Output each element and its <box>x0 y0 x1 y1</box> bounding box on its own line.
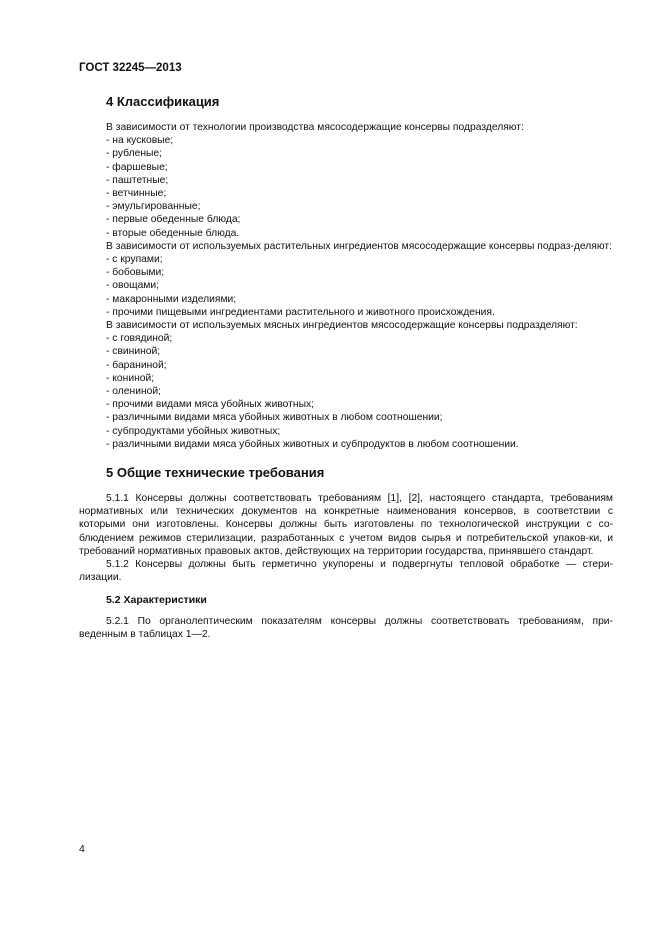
list-item: - первые обеденные блюда; <box>106 214 241 226</box>
section-gap <box>79 451 613 465</box>
list-item: - различными видами мяса убойных животных и субпродуктов в любом соотношении. <box>106 438 519 450</box>
list-item: - вторые обеденные блюда. <box>106 227 240 239</box>
veg-list <box>79 253 613 319</box>
section-5-title: 5 Общие технические требования <box>106 465 325 481</box>
list-item: - субпродуктами убойных животных; <box>106 425 281 437</box>
list-item: - прочими видами мяса убойных животных; <box>106 399 314 411</box>
paragraph-5-2-1: 5.2.1 По органолептическим показателям консервы должны соответствовать требованиям, при-веденным в таблицах 1—2. <box>79 615 613 640</box>
paragraph-5-1-2: 5.1.2 Консервы должны быть герметично укупорены и подвергнуты тепловой обработке — стери-лизации. <box>79 559 613 584</box>
list-item: - олениной; <box>106 386 161 398</box>
page-number: 4 <box>79 843 85 855</box>
meat-list <box>79 332 613 451</box>
list-item: - эмульгированные; <box>106 201 201 213</box>
paragraph-5-1-1: 5.1.1 Консервы должны соответствовать требованиям [1], [2], настоящего стандарта, требованиям нормативных или технических документов на конкретные наименования консервов, в соответствии с которыми они изготовлены. Консервы должны быть изготовлены по технологической инструкции с со-блюдением режимов стерилизации, разработанных с учетом видов сырья и потребительской упаков-ки, и требований нормативных правовых актов, действующих на территории государства, принявшего стандарт. <box>79 493 613 557</box>
tech-intro: В зависимости от технологии производства мясосодержащие консервы подразделяют: <box>106 122 524 133</box>
list-item: - рубленые; <box>106 148 163 160</box>
meat-intro: В зависимости от используемых мясных ингредиентов мясосодержащие консервы подразделяют: <box>106 320 578 332</box>
list-item: - кониной; <box>106 372 155 384</box>
subsection-5-2-title: 5.2 Характеристики <box>106 593 207 606</box>
document-code: ГОСТ 32245—2013 <box>79 62 182 74</box>
page-content <box>79 94 613 641</box>
section-4-title: 4 Классификация <box>106 94 220 109</box>
list-item: - бобовыми; <box>106 267 165 279</box>
list-item: - бараниной; <box>106 359 167 371</box>
list-item: - с крупами; <box>106 254 163 266</box>
list-item: - различными видами мяса убойных животных в любом соотношении; <box>106 412 443 424</box>
list-item: - овощами; <box>106 280 159 292</box>
veg-intro: В зависимости от используемых растительных ингредиентов мясосодержащие консервы подраз-деляют: <box>106 240 612 252</box>
list-item: - фаршевые; <box>106 161 168 173</box>
list-item: - паштетные; <box>106 174 169 186</box>
list-item: - макаронными изделиями; <box>106 293 237 305</box>
tech-list <box>79 134 613 240</box>
list-item: - свининой; <box>106 346 161 358</box>
list-item: - прочими пищевыми ингредиентами растительного и животного происхождения. <box>106 306 495 318</box>
list-item: - с говядиной; <box>106 333 173 345</box>
list-item: - на кусковые; <box>106 135 174 147</box>
list-item: - ветчинные; <box>106 188 167 200</box>
